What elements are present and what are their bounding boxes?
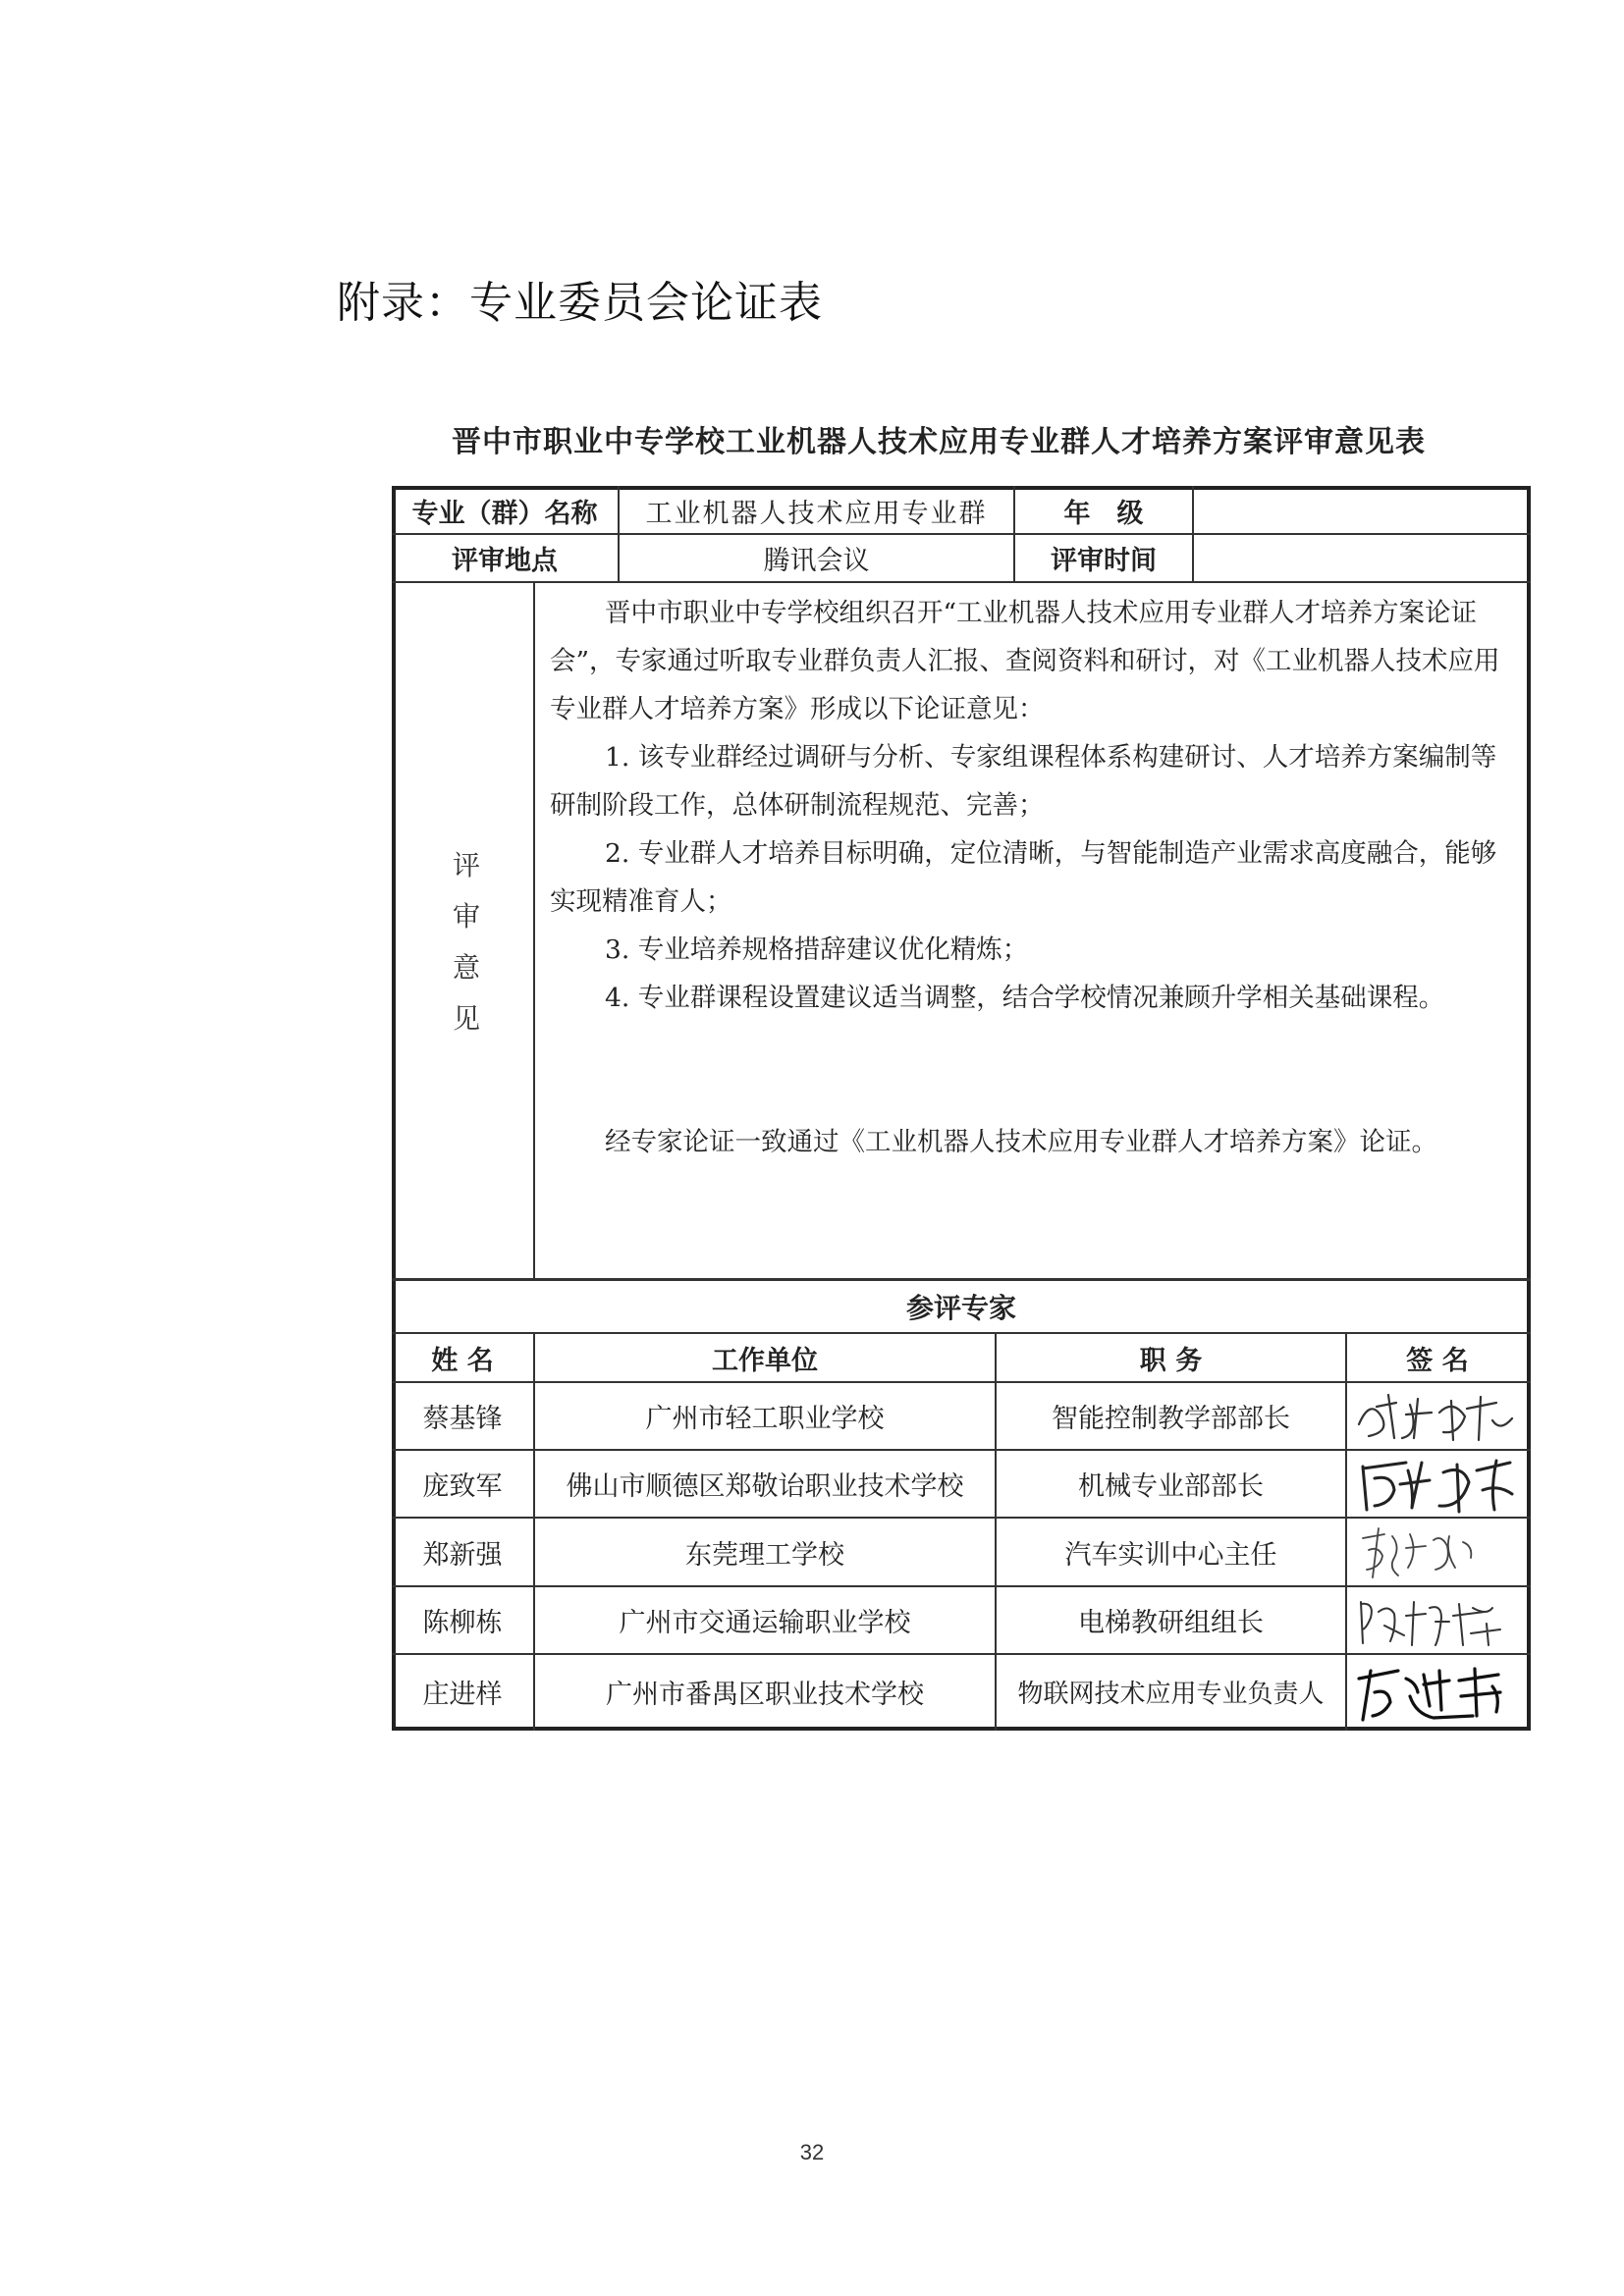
signature-image	[1349, 1521, 1526, 1583]
expert-position: 智能控制教学部部长	[1052, 1404, 1290, 1434]
row-divider	[392, 581, 1531, 583]
time-label: 评审时间	[1051, 546, 1157, 576]
page-number: 32	[799, 2140, 825, 2164]
expert-name: 庄进样	[422, 1680, 503, 1710]
signature-image	[1349, 1451, 1526, 1516]
opinion-label-char: 评	[452, 849, 480, 881]
major-label: 专业（群）名称	[411, 498, 598, 529]
opinion-conclusion: 经专家论证一致通过《工业机器人技术应用专业群人才培养方案》论证。	[605, 1127, 1437, 1157]
col-divider	[533, 581, 535, 1279]
expert-position: 机械专业部部长	[1078, 1471, 1264, 1502]
signature-image	[1349, 1588, 1526, 1651]
header-name: 姓 名	[431, 1345, 494, 1376]
expert-unit: 广州市番禺区职业技术学校	[606, 1680, 924, 1710]
signature-image	[1349, 1385, 1526, 1448]
col-divider	[1345, 1332, 1347, 1731]
expert-unit: 佛山市顺德区郑敬诒职业技术学校	[566, 1471, 964, 1502]
opinion-point: 3. 专业培养规格措辞建议优化精炼；	[605, 934, 1029, 965]
opinion-point: 1. 该专业群经过调研与分析、专家组课程体系构建研讨、人才培养方案编制等研制阶段工作，总体研制流程规范、完善；	[550, 742, 1497, 821]
appendix-heading: 附录：专业委员会论证表	[337, 278, 823, 328]
place-label: 评审地点	[452, 546, 558, 576]
place-value: 腾讯会议	[763, 546, 870, 576]
expert-name: 庞致军	[422, 1471, 503, 1502]
opinion-label	[447, 844, 486, 1037]
signature-image	[1349, 1657, 1526, 1726]
opinion-label-char: 审	[452, 900, 480, 933]
expert-unit: 东莞理工学校	[685, 1539, 844, 1571]
opinion-label-char: 见	[452, 1002, 480, 1035]
opinion-body	[550, 589, 1522, 1166]
opinion-label-char: 意	[452, 951, 480, 984]
expert-position: 汽车实训中心主任	[1064, 1539, 1277, 1571]
expert-unit: 广州市交通运输职业学校	[619, 1608, 911, 1638]
grade-label: 年 级	[1063, 498, 1144, 529]
header-position: 职 务	[1139, 1345, 1203, 1376]
opinion-point: 4. 专业群课程设置建议适当调整，结合学校情况兼顾升学相关基础课程。	[605, 983, 1445, 1013]
expert-position: 电梯教研组组长	[1078, 1608, 1264, 1638]
expert-name: 陈柳栋	[422, 1608, 503, 1638]
header-unit: 工作单位	[712, 1345, 818, 1376]
time-value	[1194, 535, 1528, 581]
opinion-point: 2. 专业群人才培养目标明确，定位清晰，与智能制造产业需求高度融合，能够实现精准育人；	[550, 838, 1497, 917]
form-title: 晋中市职业中专学校工业机器人技术应用专业群人才培养方案评审意见表	[452, 425, 1426, 459]
experts-section-title: 参评专家	[905, 1292, 1016, 1324]
opinion-intro: 晋中市职业中专学校组织召开“工业机器人技术应用专业群人才培养方案论证会”，专家通过听取专业群负责人汇报、查阅资料和研讨，对《工业机器人技术应用专业群人才培养方案》形成以下论证意见：	[550, 598, 1500, 724]
grade-value	[1194, 488, 1528, 533]
expert-position: 物联网技术应用专业负责人	[1017, 1680, 1325, 1709]
expert-name: 郑新强	[422, 1539, 503, 1571]
header-signature: 签 名	[1406, 1345, 1469, 1376]
expert-name: 蔡基锋	[422, 1404, 503, 1434]
expert-unit: 广州市轻工职业学校	[645, 1404, 885, 1434]
major-value: 工业机器人技术应用专业群	[645, 498, 988, 529]
